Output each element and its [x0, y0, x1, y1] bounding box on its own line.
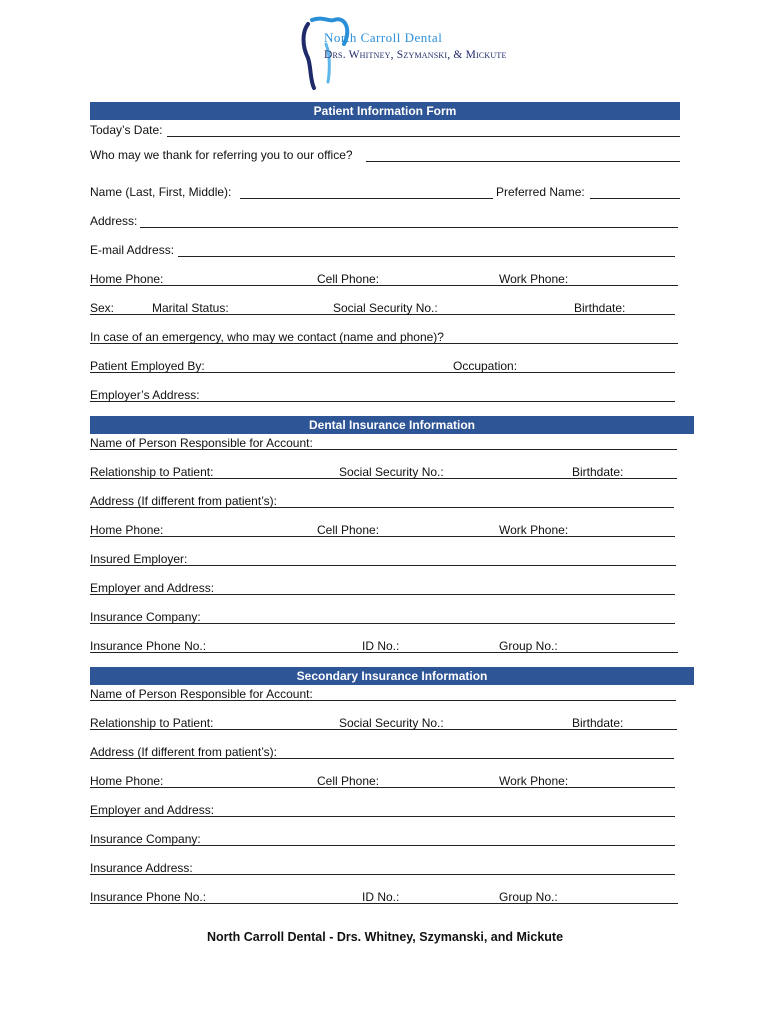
dental-employer-address-line[interactable]	[90, 594, 675, 595]
secondary-employer-address-line[interactable]	[90, 816, 675, 817]
label-dental-work-phone: Work Phone:	[499, 523, 569, 537]
label-dental-responsible: Name of Person Responsible for Account:	[90, 436, 313, 450]
label-secondary-id-no: ID No.:	[362, 890, 400, 904]
label-secondary-relationship: Relationship to Patient:	[90, 716, 214, 730]
label-work-phone: Work Phone:	[499, 272, 569, 286]
section-header-dental: Dental Insurance Information	[90, 416, 694, 434]
field-dental-phones[interactable]	[90, 521, 680, 539]
label-dental-group-no: Group No.:	[499, 639, 558, 653]
label-secondary-insurance-company: Insurance Company:	[90, 832, 201, 846]
label-emergency: In case of an emergency, who may we contact (name and phone)?	[90, 330, 444, 344]
label-dental-insurance-phone: Insurance Phone No.:	[90, 639, 207, 653]
label-dental-employer-address: Employer and Address:	[90, 581, 215, 595]
field-dental-insurance-company[interactable]	[90, 608, 680, 626]
field-employer-address[interactable]	[90, 386, 680, 404]
employer-address-line[interactable]	[90, 401, 675, 402]
field-dental-employer-address[interactable]	[90, 579, 680, 597]
todays-date-line[interactable]	[167, 136, 680, 137]
label-birthdate: Birthdate:	[574, 301, 626, 315]
label-dental-insurance-company: Insurance Company:	[90, 610, 201, 624]
label-secondary-address: Address (If different from patient’s):	[90, 745, 277, 759]
label-cell-phone: Cell Phone:	[317, 272, 380, 286]
name-line[interactable]	[240, 198, 493, 199]
label-dental-cell-phone: Cell Phone:	[317, 523, 380, 537]
label-dental-address: Address (If different from patient’s):	[90, 494, 277, 508]
email-line[interactable]	[178, 256, 675, 257]
page-footer: North Carroll Dental - Drs. Whitney, Szymanski, and Mickute	[206, 930, 564, 944]
label-email: E-mail Address:	[90, 243, 175, 257]
field-dental-address[interactable]	[90, 492, 680, 510]
label-dental-birthdate: Birthdate:	[572, 465, 624, 479]
field-secondary-relationship[interactable]	[90, 714, 680, 732]
label-secondary-ssn: Social Security No.:	[339, 716, 444, 730]
field-name[interactable]	[90, 183, 680, 201]
field-secondary-insurance-company[interactable]	[90, 830, 680, 848]
field-secondary-insurance-ids[interactable]	[90, 888, 680, 906]
field-secondary-insurance-address[interactable]	[90, 859, 680, 877]
field-employment[interactable]	[90, 357, 680, 375]
field-emergency[interactable]	[90, 328, 680, 346]
dental-responsible-line[interactable]	[90, 449, 677, 450]
field-todays-date[interactable]	[90, 121, 680, 139]
label-dental-id-no: ID No.:	[362, 639, 400, 653]
label-dental-ssn: Social Security No.:	[339, 465, 444, 479]
secondary-insurance-company-line[interactable]	[90, 845, 675, 846]
field-dental-insured-employer[interactable]	[90, 550, 680, 568]
label-secondary-employer-address: Employer and Address:	[90, 803, 215, 817]
label-dental-home-phone: Home Phone:	[90, 523, 164, 537]
label-sex: Sex:	[90, 301, 115, 315]
emergency-line[interactable]	[90, 343, 678, 344]
label-secondary-cell-phone: Cell Phone:	[317, 774, 380, 788]
label-marital-status: Marital Status:	[152, 301, 229, 315]
referral-line[interactable]	[366, 161, 680, 162]
label-todays-date: Today’s Date:	[90, 123, 163, 137]
field-secondary-address[interactable]	[90, 743, 680, 761]
label-secondary-home-phone: Home Phone:	[90, 774, 164, 788]
field-dental-relationship[interactable]	[90, 463, 680, 481]
section-header-secondary: Secondary Insurance Information	[90, 667, 694, 685]
secondary-phones-line[interactable]	[90, 787, 675, 788]
label-ssn: Social Security No.:	[333, 301, 438, 315]
field-email[interactable]	[90, 241, 680, 259]
field-address[interactable]	[90, 212, 680, 230]
label-employer-address: Employer’s Address:	[90, 388, 200, 402]
field-secondary-phones[interactable]	[90, 772, 680, 790]
label-home-phone: Home Phone:	[90, 272, 164, 286]
phones-line[interactable]	[90, 285, 678, 286]
label-employed-by: Patient Employed By:	[90, 359, 205, 373]
field-dental-responsible[interactable]	[90, 434, 680, 452]
label-referral: Who may we thank for referring you to our office?	[90, 148, 353, 162]
field-dental-insurance-ids[interactable]	[90, 637, 680, 655]
label-secondary-responsible: Name of Person Responsible for Account:	[90, 687, 313, 701]
dental-insured-employer-line[interactable]	[90, 565, 676, 566]
section-header-patient: Patient Information Form	[90, 102, 680, 120]
field-referral[interactable]	[90, 146, 680, 164]
label-secondary-work-phone: Work Phone:	[499, 774, 569, 788]
label-dental-insured-employer: Insured Employer:	[90, 552, 188, 566]
secondary-address-line[interactable]	[90, 758, 674, 759]
dental-address-line[interactable]	[90, 507, 674, 508]
label-address: Address:	[90, 214, 138, 228]
label-secondary-insurance-phone: Insurance Phone No.:	[90, 890, 207, 904]
practice-logo	[300, 14, 520, 94]
label-preferred-name: Preferred Name:	[496, 185, 585, 199]
logo-brand-name: North Carroll Dental	[324, 30, 443, 45]
label-occupation: Occupation:	[453, 359, 518, 373]
preferred-name-line[interactable]	[590, 198, 680, 199]
field-secondary-employer-address[interactable]	[90, 801, 680, 819]
label-secondary-insurance-address: Insurance Address:	[90, 861, 193, 875]
label-dental-relationship: Relationship to Patient:	[90, 465, 214, 479]
secondary-insurance-address-line[interactable]	[90, 874, 675, 875]
field-phones[interactable]	[90, 270, 680, 288]
field-demographics[interactable]	[90, 299, 680, 317]
employment-line[interactable]	[90, 372, 675, 373]
dental-phones-line[interactable]	[90, 536, 675, 537]
logo-doctors: Drs. Whitney, Szymanski, & Mickute	[324, 49, 507, 61]
field-secondary-responsible[interactable]	[90, 685, 680, 703]
label-name: Name (Last, First, Middle):	[90, 185, 232, 199]
dental-insurance-company-line[interactable]	[90, 623, 675, 624]
secondary-responsible-line[interactable]	[90, 700, 676, 701]
label-secondary-birthdate: Birthdate:	[572, 716, 624, 730]
address-line[interactable]	[140, 227, 678, 228]
label-secondary-group-no: Group No.:	[499, 890, 558, 904]
